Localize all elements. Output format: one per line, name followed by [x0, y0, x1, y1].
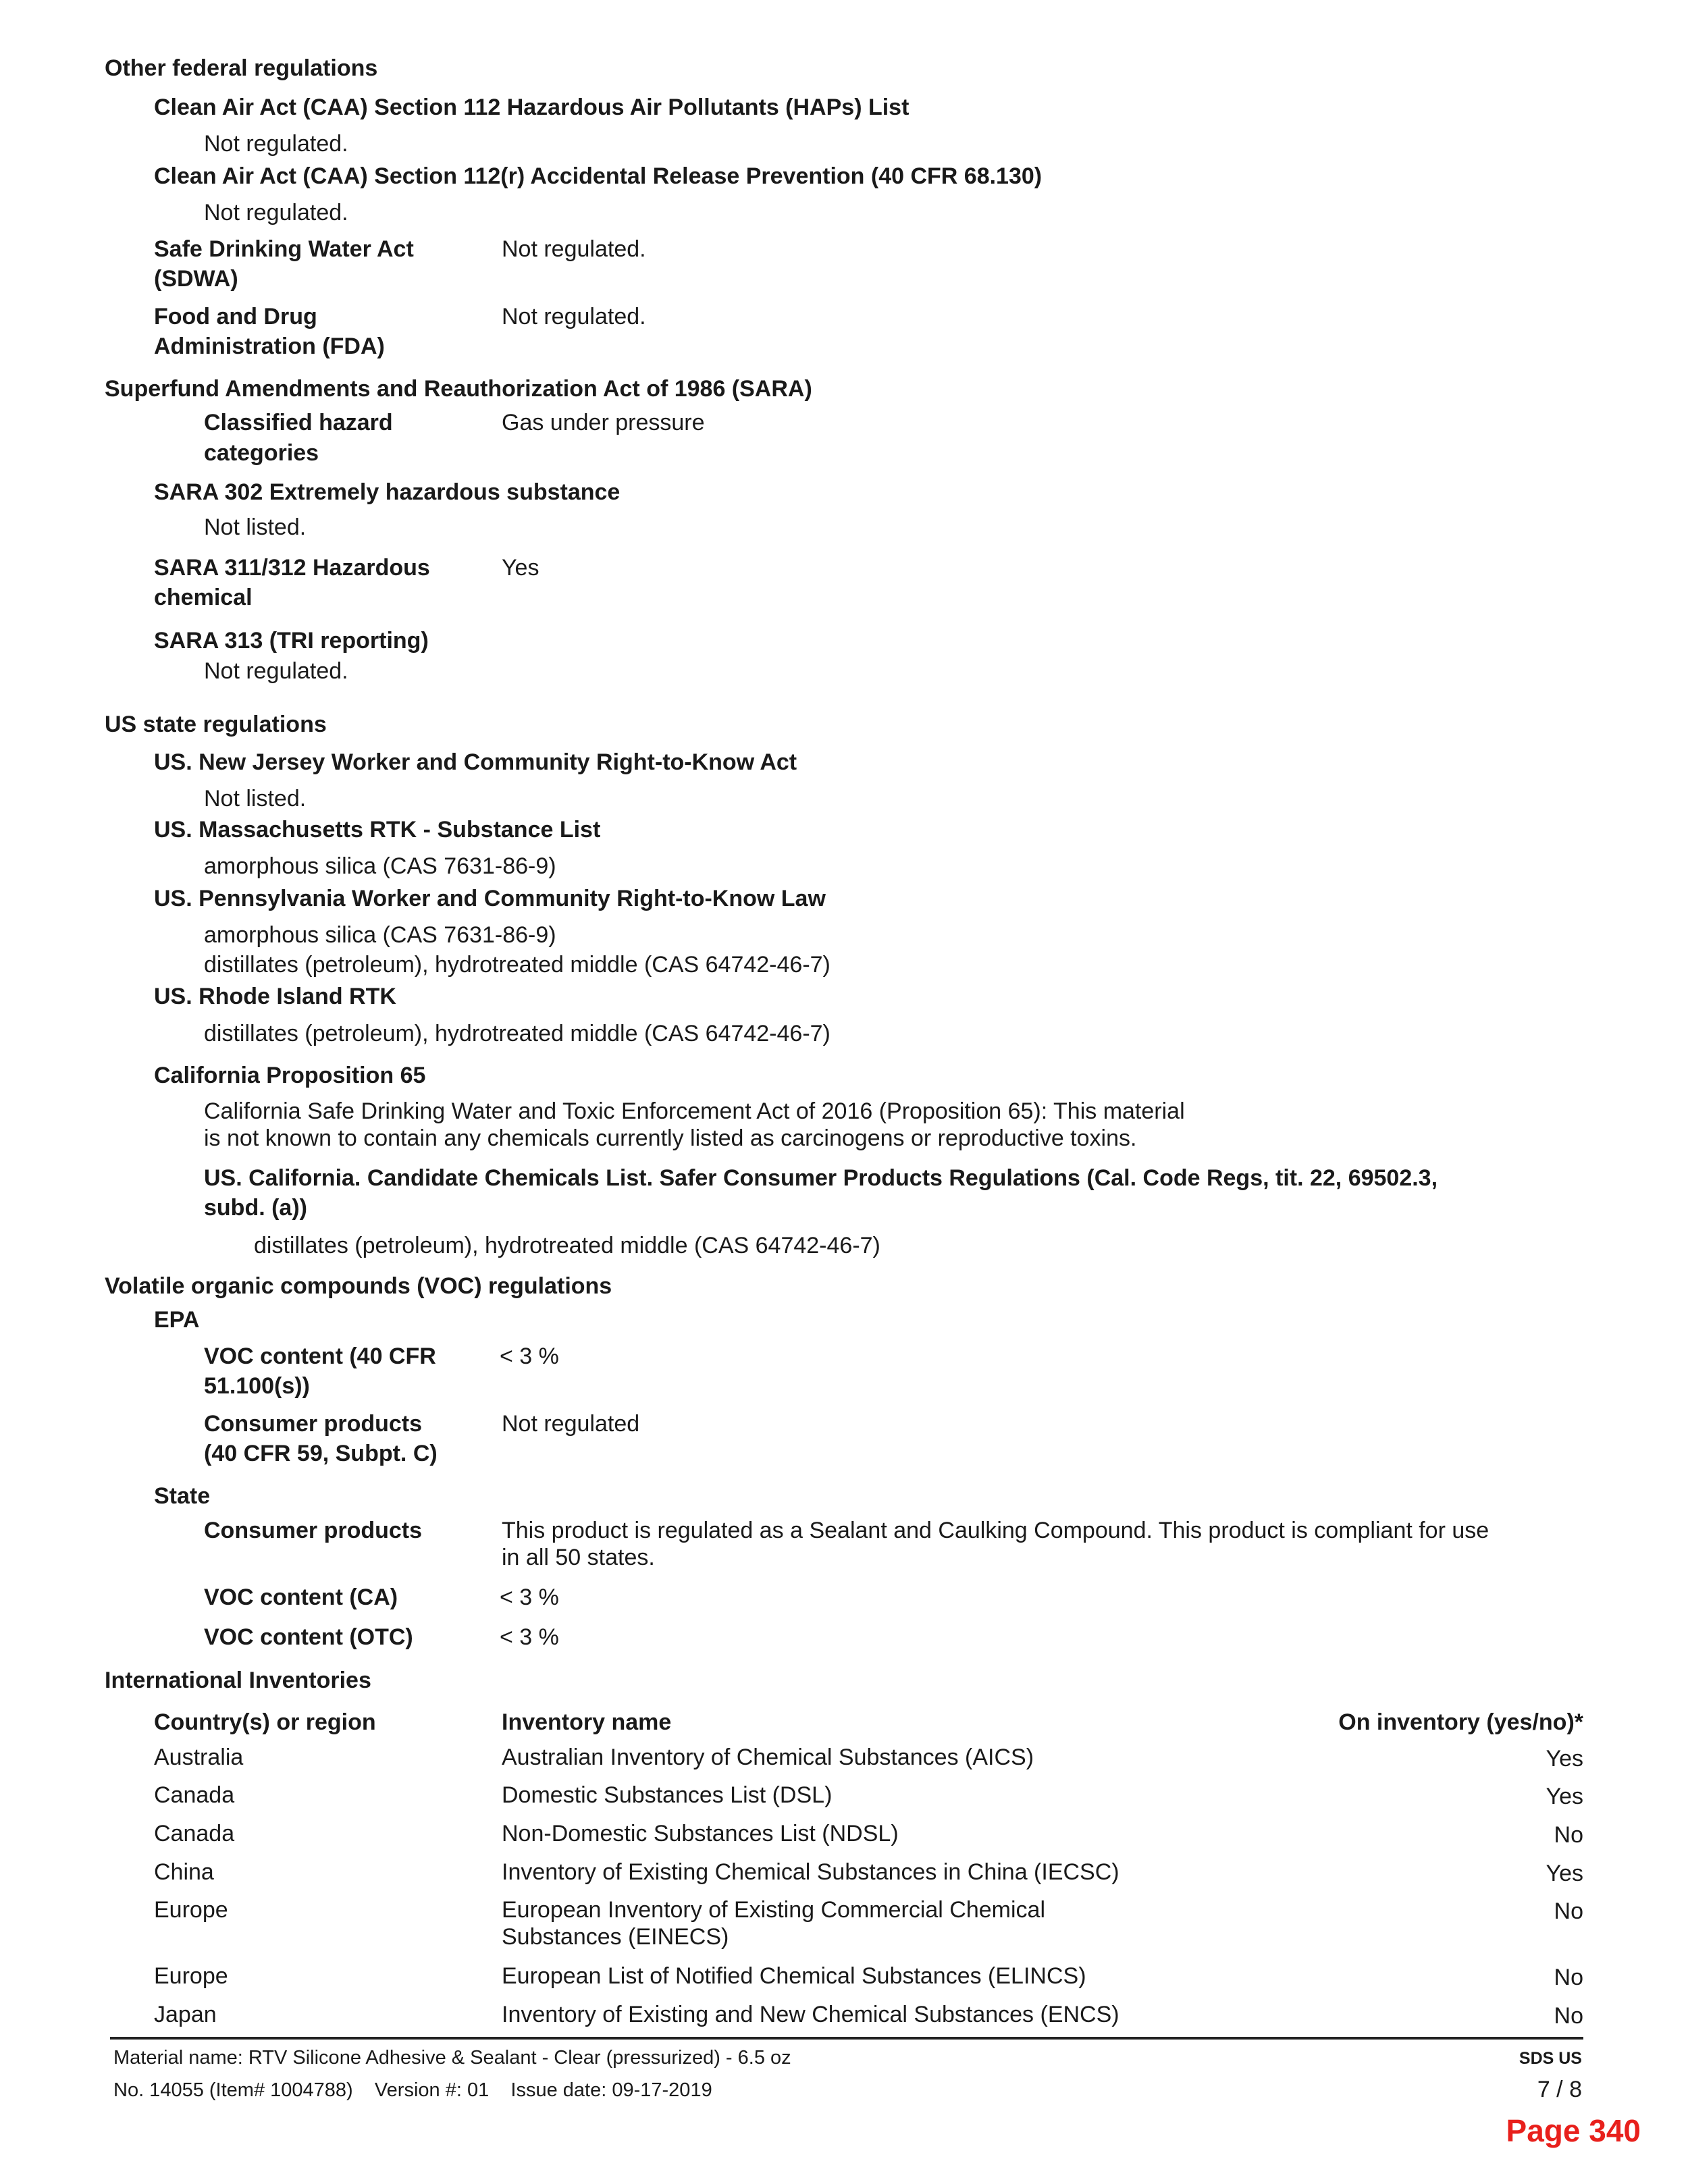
- consumer-products-epa-label: Consumer products: [204, 1411, 423, 1437]
- inventory-row-name: European List of Notified Chemical Substances (ELINCS): [502, 1963, 1086, 1989]
- inventory-row-country: Canada: [154, 1782, 235, 1808]
- inventory-row-on: Yes: [1546, 1746, 1583, 1772]
- page-number-stamp: Page 340: [1506, 2113, 1641, 2148]
- ma-label: US. Massachusetts RTK - Substance List: [154, 817, 601, 843]
- footer-rule: [110, 2037, 1583, 2040]
- classified-hazard-label: Classified hazard: [204, 410, 393, 435]
- sara313-label: SARA 313 (TRI reporting): [154, 628, 429, 654]
- section-heading-other-federal: Other federal regulations: [105, 55, 378, 81]
- ca-candidate-value: distillates (petroleum), hydrotreated middle (CAS 64742-46-7): [254, 1233, 880, 1258]
- sara311-value: Yes: [502, 555, 539, 581]
- inventory-row-name: Inventory of Existing and New Chemical Substances (ENCS): [502, 2002, 1119, 2027]
- fda-label: Food and Drug: [154, 304, 317, 329]
- fda-label-2: Administration (FDA): [154, 334, 385, 359]
- epa-subheading: EPA: [154, 1307, 200, 1333]
- column-header-inventory: Inventory name: [502, 1709, 672, 1735]
- footer-page-of: 7 / 8: [1537, 2077, 1582, 2102]
- consumer-products-state-value-1: This product is regulated as a Sealant and Caulking Compound. This product is compliant for use: [502, 1518, 1489, 1543]
- inventory-row-country: Japan: [154, 2002, 217, 2027]
- pa-value-2: distillates (petroleum), hydrotreated middle (CAS 64742-46-7): [204, 952, 830, 978]
- caa112-value: Not regulated.: [204, 131, 348, 157]
- inventory-row-name-line-2: Substances (EINECS): [502, 1924, 729, 1950]
- inventory-row-country: Australia: [154, 1744, 244, 1770]
- inventory-row-on: Yes: [1546, 1861, 1583, 1886]
- classified-hazard-label-2: categories: [204, 440, 319, 466]
- fda-value: Not regulated.: [502, 304, 646, 329]
- section-heading-sara: Superfund Amendments and Reauthorization Act of 1986 (SARA): [105, 376, 812, 402]
- sara313-value: Not regulated.: [204, 658, 348, 684]
- pa-value-1: amorphous silica (CAS 7631-86-9): [204, 922, 556, 948]
- section-heading-inventories: International Inventories: [105, 1668, 371, 1693]
- consumer-products-state-label: Consumer products: [204, 1518, 423, 1543]
- ma-value: amorphous silica (CAS 7631-86-9): [204, 853, 556, 879]
- inventory-row-on: No: [1554, 2003, 1583, 2029]
- caa112-label: Clean Air Act (CAA) Section 112 Hazardous Air Pollutants (HAPs) List: [154, 95, 909, 120]
- caa112r-value: Not regulated.: [204, 200, 348, 225]
- footer-sds-label: SDS US: [1519, 2049, 1582, 2068]
- ca65-label: California Proposition 65: [154, 1063, 426, 1088]
- ca65-text-1: California Safe Drinking Water and Toxic Enforcement Act of 2016 (Proposition 65): This material: [204, 1098, 1185, 1124]
- consumer-products-state-value-2: in all 50 states.: [502, 1545, 655, 1570]
- section-heading-voc: Volatile organic compounds (VOC) regulations: [105, 1273, 612, 1299]
- caa112r-label: Clean Air Act (CAA) Section 112(r) Accidental Release Prevention (40 CFR 68.130): [154, 163, 1043, 189]
- inventory-row-name: Domestic Substances List (DSL): [502, 1782, 833, 1808]
- sdwa-label-2: (SDWA): [154, 266, 238, 292]
- inventory-row-on: No: [1554, 1898, 1583, 1924]
- inventory-row-name: Australian Inventory of Chemical Substances (AICS): [502, 1744, 1034, 1770]
- inventory-row-on: Yes: [1546, 1784, 1583, 1809]
- inventory-row-on: No: [1554, 1822, 1583, 1848]
- consumer-products-epa-label-2: (40 CFR 59, Subpt. C): [204, 1441, 438, 1466]
- sara302-label: SARA 302 Extremely hazardous substance: [154, 479, 621, 505]
- column-header-country: Country(s) or region: [154, 1709, 376, 1735]
- sara302-value: Not listed.: [204, 514, 307, 540]
- ca-candidate-label-2: subd. (a)): [204, 1195, 307, 1221]
- ri-value: distillates (petroleum), hydrotreated middle (CAS 64742-46-7): [204, 1021, 830, 1046]
- classified-hazard-value: Gas under pressure: [502, 410, 705, 435]
- voc-content-label: VOC content (40 CFR: [204, 1343, 436, 1369]
- sara311-label-2: chemical: [154, 585, 253, 610]
- inventory-row-country: Canada: [154, 1821, 235, 1846]
- footer-item-number: No. 14055 (Item# 1004788) Version #: 01 Issue date: 09-17-2019: [113, 2079, 712, 2101]
- voc-ca-label: VOC content (CA): [204, 1584, 398, 1610]
- inventory-row-name: European Inventory of Existing Commercial Chemical: [502, 1897, 1046, 1923]
- voc-ca-value: < 3 %: [500, 1584, 559, 1610]
- inventory-row-name: Non-Domestic Substances List (NDSL): [502, 1821, 899, 1846]
- nj-label: US. New Jersey Worker and Community Right-to-Know Act: [154, 749, 797, 775]
- inventory-row-country: China: [154, 1859, 214, 1885]
- state-subheading: State: [154, 1483, 211, 1509]
- ca65-text-2: is not known to contain any chemicals currently listed as carcinogens or reproductive toxins.: [204, 1125, 1137, 1151]
- section-heading-us-state: US state regulations: [105, 712, 327, 737]
- voc-content-label-2: 51.100(s)): [204, 1373, 310, 1399]
- voc-otc-label: VOC content (OTC): [204, 1624, 413, 1650]
- inventory-row-country: Europe: [154, 1897, 228, 1923]
- nj-value: Not listed.: [204, 786, 307, 811]
- inventory-row-name: Inventory of Existing Chemical Substances in China (IECSC): [502, 1859, 1119, 1885]
- inventory-row-country: Europe: [154, 1963, 228, 1989]
- sdwa-value: Not regulated.: [502, 236, 646, 262]
- ca-candidate-label-1: US. California. Candidate Chemicals List. Safer Consumer Products Regulations (Cal. Code Regs, tit. 22, 69502.3,: [204, 1165, 1438, 1191]
- voc-content-value: < 3 %: [500, 1343, 559, 1369]
- consumer-products-epa-value: Not regulated: [502, 1411, 640, 1437]
- pa-label: US. Pennsylvania Worker and Community Right-to-Know Law: [154, 886, 826, 911]
- sdwa-label: Safe Drinking Water Act: [154, 236, 414, 262]
- voc-otc-value: < 3 %: [500, 1624, 559, 1650]
- ri-label: US. Rhode Island RTK: [154, 984, 396, 1009]
- column-header-on-inventory: On inventory (yes/no)*: [1338, 1709, 1583, 1735]
- footer-material-name: Material name: RTV Silicone Adhesive & Sealant - Clear (pressurized) - 6.5 oz: [113, 2047, 791, 2069]
- sara311-label: SARA 311/312 Hazardous: [154, 555, 430, 581]
- inventory-row-on: No: [1554, 1965, 1583, 1990]
